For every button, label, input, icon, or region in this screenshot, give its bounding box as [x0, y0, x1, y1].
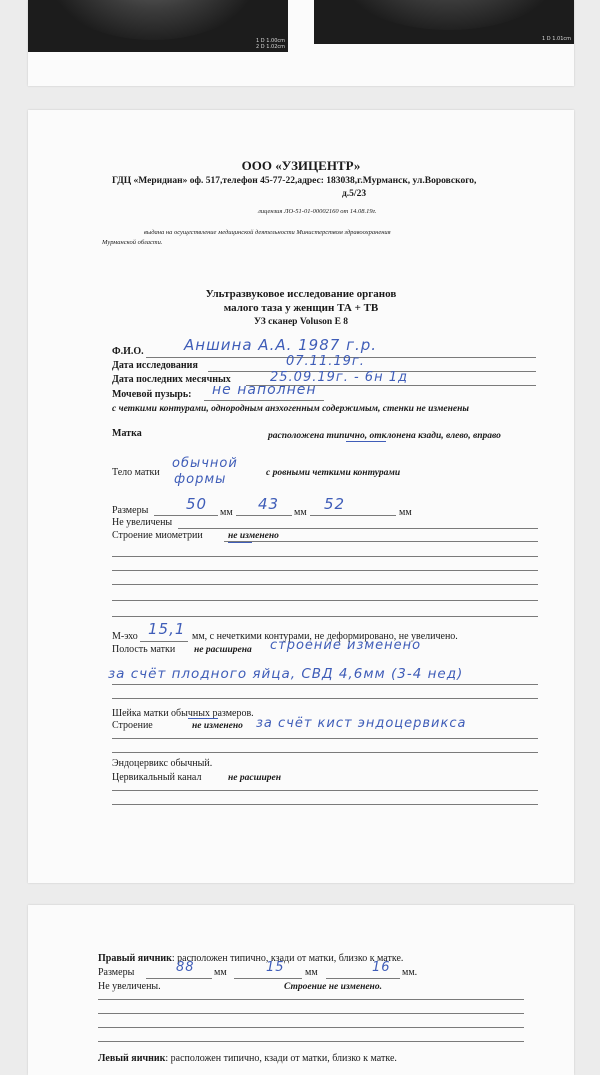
- size-unit-3: мм: [399, 507, 412, 518]
- myometrium-mark: [228, 542, 252, 543]
- cervix-line-2: [112, 752, 538, 753]
- size-unit-2: мм: [294, 507, 307, 518]
- right-ovary-label: Правый яичник: [98, 953, 172, 964]
- not-enlarged: Не увеличены: [112, 517, 173, 528]
- uterus-typical-mark: [346, 441, 386, 442]
- size-value-1: 50: [186, 495, 208, 513]
- org-name: ООО «УЗИЦЕНТР»: [241, 158, 361, 173]
- size-value-2: 43: [258, 495, 280, 513]
- right-ovary-desc: : расположен типично, кзади от матки, близко к матке.: [171, 953, 404, 964]
- size-value-3: 52: [324, 495, 346, 513]
- cervix-mark: [188, 718, 218, 719]
- cavity-label: Полость матки: [112, 644, 176, 655]
- page-3-ovaries: [28, 905, 574, 1075]
- fio-label: Ф.И.О.: [112, 346, 144, 357]
- ultrasound-image-left: [28, 0, 288, 52]
- license-text: лицензия ЛО-51-01-00002160 от 14.08.19г.: [258, 208, 377, 215]
- mecho-underline: [140, 641, 188, 642]
- page-2-report: [28, 110, 574, 883]
- blank-line-3: [112, 584, 538, 585]
- endocervix-text: Эндоцервикс обычный.: [112, 758, 213, 769]
- issued-line2: Мурманской области.: [102, 239, 163, 246]
- structure-underline: [112, 738, 538, 739]
- myometrium-underline: [224, 541, 538, 542]
- size-unit-1: мм: [220, 507, 233, 518]
- left-ovary-desc: : расположен типично, кзади от матки, близко к матке.: [165, 1053, 397, 1064]
- p3-line-4: [98, 1041, 524, 1042]
- p3-line-3: [98, 1027, 524, 1028]
- page-1: [28, 0, 574, 86]
- canal-underline: [112, 790, 538, 791]
- structure-label: Строение: [112, 720, 153, 731]
- issued-line1: выдана на осуществление медицинской деятельности Министерством здравоохранения: [144, 229, 391, 236]
- p3-structure: Строение не изменено.: [284, 982, 382, 992]
- p3-size-underline-1: [146, 978, 212, 979]
- ultrasound-caption-right: 1 D 1.01cm: [542, 36, 571, 42]
- myometrium-value: не изменено: [228, 531, 279, 541]
- p3-size-value-2: 15: [266, 960, 285, 975]
- blank-line-5: [112, 616, 538, 617]
- address-line2: д.5/23: [342, 189, 367, 199]
- ultrasound-image-right: [314, 0, 574, 44]
- body-value-line1: обычной: [172, 456, 238, 471]
- structure-value: не изменено: [192, 721, 243, 731]
- title-line3: УЗ сканер Voluson E 8: [253, 317, 349, 327]
- size-underline-2: [236, 515, 292, 516]
- size-underline-3: [310, 515, 396, 516]
- title-line1: Ультразвуковое исследование органов: [205, 288, 397, 300]
- p3-size-value-1: 88: [176, 960, 195, 975]
- bladder-value: не наполнен: [212, 382, 317, 398]
- lmp-value: 25.09.19г. - 6н 1д: [270, 370, 408, 385]
- blank-line-2: [112, 570, 538, 571]
- bladder-label: Мочевой пузырь:: [112, 389, 192, 400]
- fio-value: Аншина А.А. 1987 г.р.: [184, 336, 378, 354]
- p3-not-enlarged: Не увеличены.: [98, 981, 161, 992]
- date-label: Дата исследования: [112, 360, 198, 371]
- structure-handwritten: за счёт кист эндоцервикса: [256, 716, 467, 731]
- body-desc: с ровными четкими контурами: [266, 468, 401, 478]
- left-ovary-label: Левый яичник: [98, 1053, 166, 1064]
- canal-value: не расширен: [228, 773, 282, 783]
- cavity-line-2: [112, 698, 538, 699]
- mecho-desc: мм, с нечеткими контурами, не деформировано, не увеличено.: [192, 631, 458, 642]
- canal-line-2: [112, 804, 538, 805]
- cervix-label: Шейка матки обычных размеров.: [112, 708, 254, 719]
- blank-line-4: [112, 600, 538, 601]
- cavity-handwritten-1: строение изменено: [270, 638, 422, 653]
- lmp-label: Дата последних месячных: [112, 374, 231, 385]
- cavity-handwritten-2: за счёт плодного яйца, СВД 4,6мм (3-4 нед): [108, 666, 464, 682]
- mecho-label: М-эхо: [112, 631, 138, 642]
- title-line2: малого таза у женщин ТА + ТВ: [223, 302, 379, 314]
- p3-size-unit-1: мм: [214, 967, 227, 978]
- myometrium-label: Строение миометрии: [112, 530, 203, 541]
- cavity-value: не расширена: [194, 645, 252, 655]
- bladder-desc: с четкими контурами, однородным анэхогенным содержимым, стенки не изменены: [112, 404, 469, 414]
- date-value: 07.11.19г.: [286, 354, 365, 369]
- p3-size-unit-2: мм: [305, 967, 318, 978]
- mecho-value: 15,1: [148, 620, 186, 638]
- not-enlarged-underline: [178, 528, 538, 529]
- size-underline-1: [154, 515, 218, 516]
- left-ovary-row: [98, 1053, 397, 1065]
- cavity-line-1: [112, 684, 538, 685]
- address-line1: ГДЦ «Меридиан» оф. 517,телефон 45-77-22,адрес: 183038,г.Мурманск, ул.Воровского,: [112, 176, 477, 186]
- p3-size-unit-3: мм.: [402, 967, 418, 978]
- bladder-underline: [204, 400, 324, 401]
- p3-size-label: Размеры: [98, 967, 135, 978]
- p3-size-underline-2: [234, 978, 302, 979]
- body-value-line2: формы: [174, 472, 227, 487]
- p3-line-2: [98, 1013, 524, 1014]
- blank-line-1: [112, 556, 538, 557]
- uterus-label: Матка: [112, 428, 142, 439]
- p3-line-1: [98, 999, 524, 1000]
- p3-size-underline-3: [326, 978, 400, 979]
- ultrasound-caption-left: 1 D 1.00cm 2 D 1.02cm: [256, 38, 285, 50]
- uterus-desc: расположена типично, отклонена кзади, влево, вправо: [268, 431, 501, 441]
- p3-size-value-3: 16: [372, 960, 391, 975]
- right-ovary-row: [98, 953, 403, 965]
- body-label: Тело матки: [112, 467, 160, 478]
- canal-label: Цервикальный канал: [112, 772, 202, 783]
- size-label: Размеры: [112, 505, 149, 516]
